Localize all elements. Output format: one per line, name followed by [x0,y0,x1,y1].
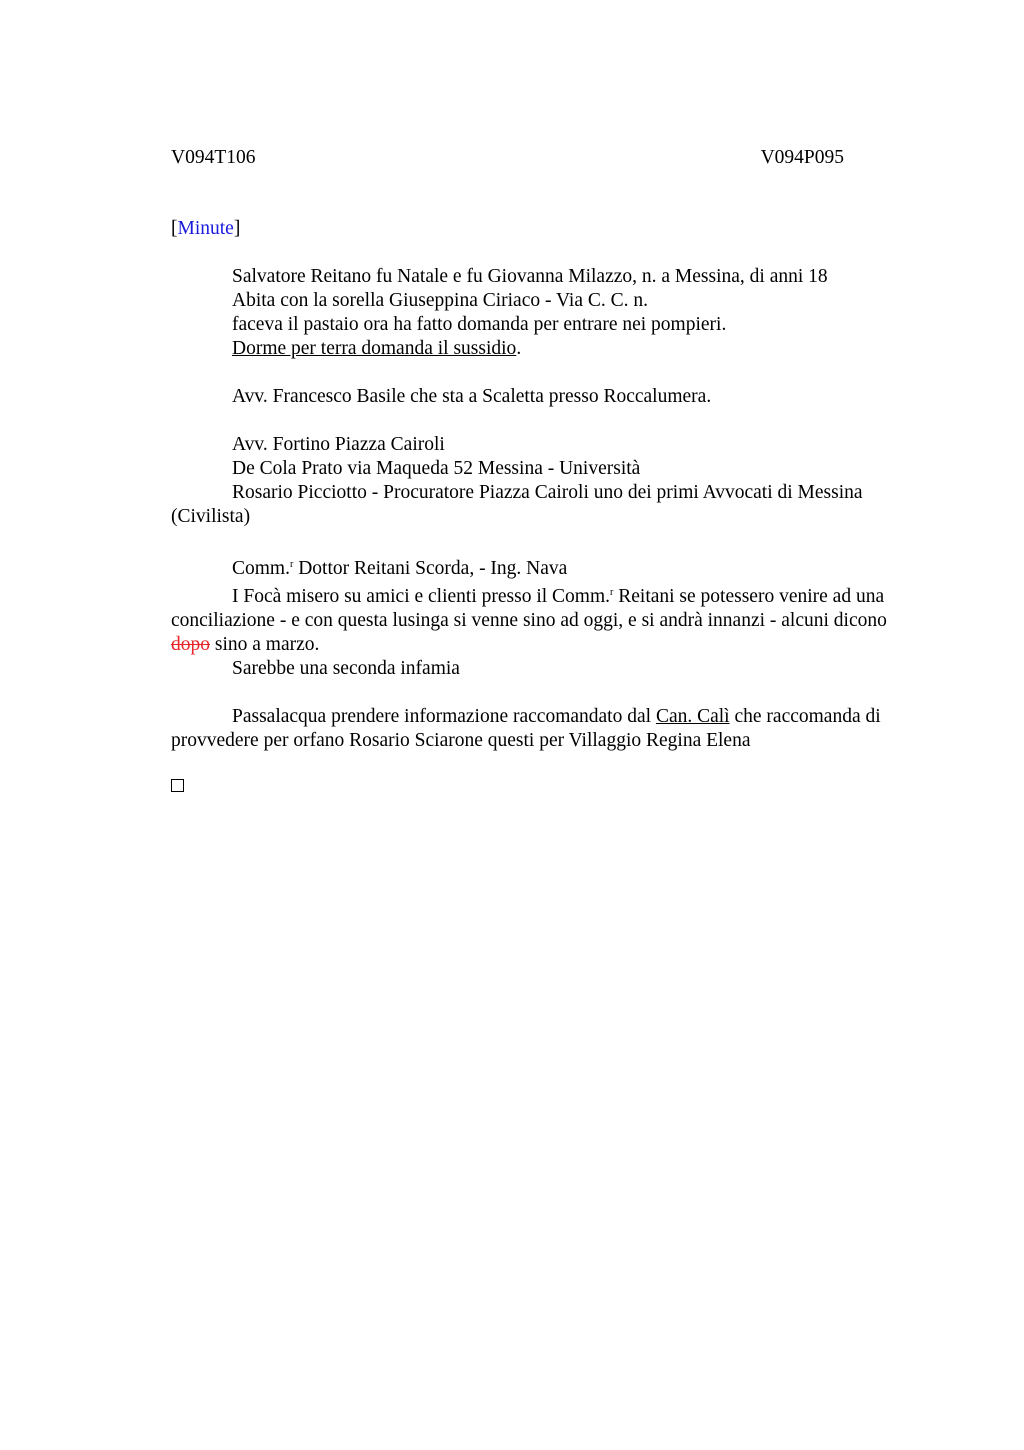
note-block-passalacqua [171,705,926,753]
note-block-basile [171,385,926,409]
document-code-right: V094P095 [760,147,844,168]
note-paragraph: Rosario Picciotto - Procuratore Piazza Cairoli uno dei primi Avvocati di Messina (Civilista) [171,482,863,527]
note-line: De Cola Prato via Maqueda 52 Messina - Università [232,458,641,479]
note-text: Dottor Reitani Scorda, - Ing. Nava [293,558,568,579]
note-line: faceva il pastaio ora ha fatto domanda per entrare nei pompieri. [232,314,727,335]
superscript: r [610,587,614,598]
note-text: I Focà misero su amici e clienti presso il Comm. [232,586,611,607]
note-line: Sarebbe una seconda infamia [232,658,460,679]
note-block-foca [171,553,926,681]
note-line: Avv. Francesco Basile che sta a Scaletta presso Roccalumera. [232,386,712,407]
minute-link[interactable]: Minute [177,218,234,239]
note-text: Reitani se potessero venire ad una conciliazione - e con questa lusinga si venne sino ad oggi, e si andrà innanzi - alcuni dicono [171,586,887,631]
note-line [171,553,926,581]
note-line [171,337,926,361]
note-block-lawyers [171,433,926,529]
note-line: Avv. Fortino Piazza Cairoli [232,434,445,455]
document-code-left: V094T106 [171,147,256,168]
note-text: che raccomanda di provvedere per orfano Rosario Sciarone questi per Villaggio Regina Elena [171,706,881,751]
note-text: . [516,338,522,359]
note-line: Abita con la sorella Giuseppina Ciriaco - Via C. C. n. [232,290,649,311]
note-block-reitano [171,265,926,361]
superscript: r [289,559,294,570]
note-line: Salvatore Reitano fu Natale e fu Giovanna Milazzo, n. a Messina, di anni 18 [232,266,828,287]
document-header [171,146,844,170]
checkbox-icon [171,779,184,792]
note-paragraph [171,705,926,753]
open-bracket: [ [171,218,178,239]
note-text: Comm. [232,558,290,579]
document-page [171,146,926,792]
note-text: sino a marzo. [210,634,320,655]
underlined-text: Can. Calì [655,706,730,727]
note-paragraph [171,581,926,657]
underlined-text: Dorme per terra domanda il sussidio [232,338,517,359]
note-text: Passalacqua prendere informazione raccomandato dal [232,706,656,727]
struck-text: dopo [171,634,210,655]
close-bracket: ] [233,218,241,239]
section-label [171,217,926,241]
